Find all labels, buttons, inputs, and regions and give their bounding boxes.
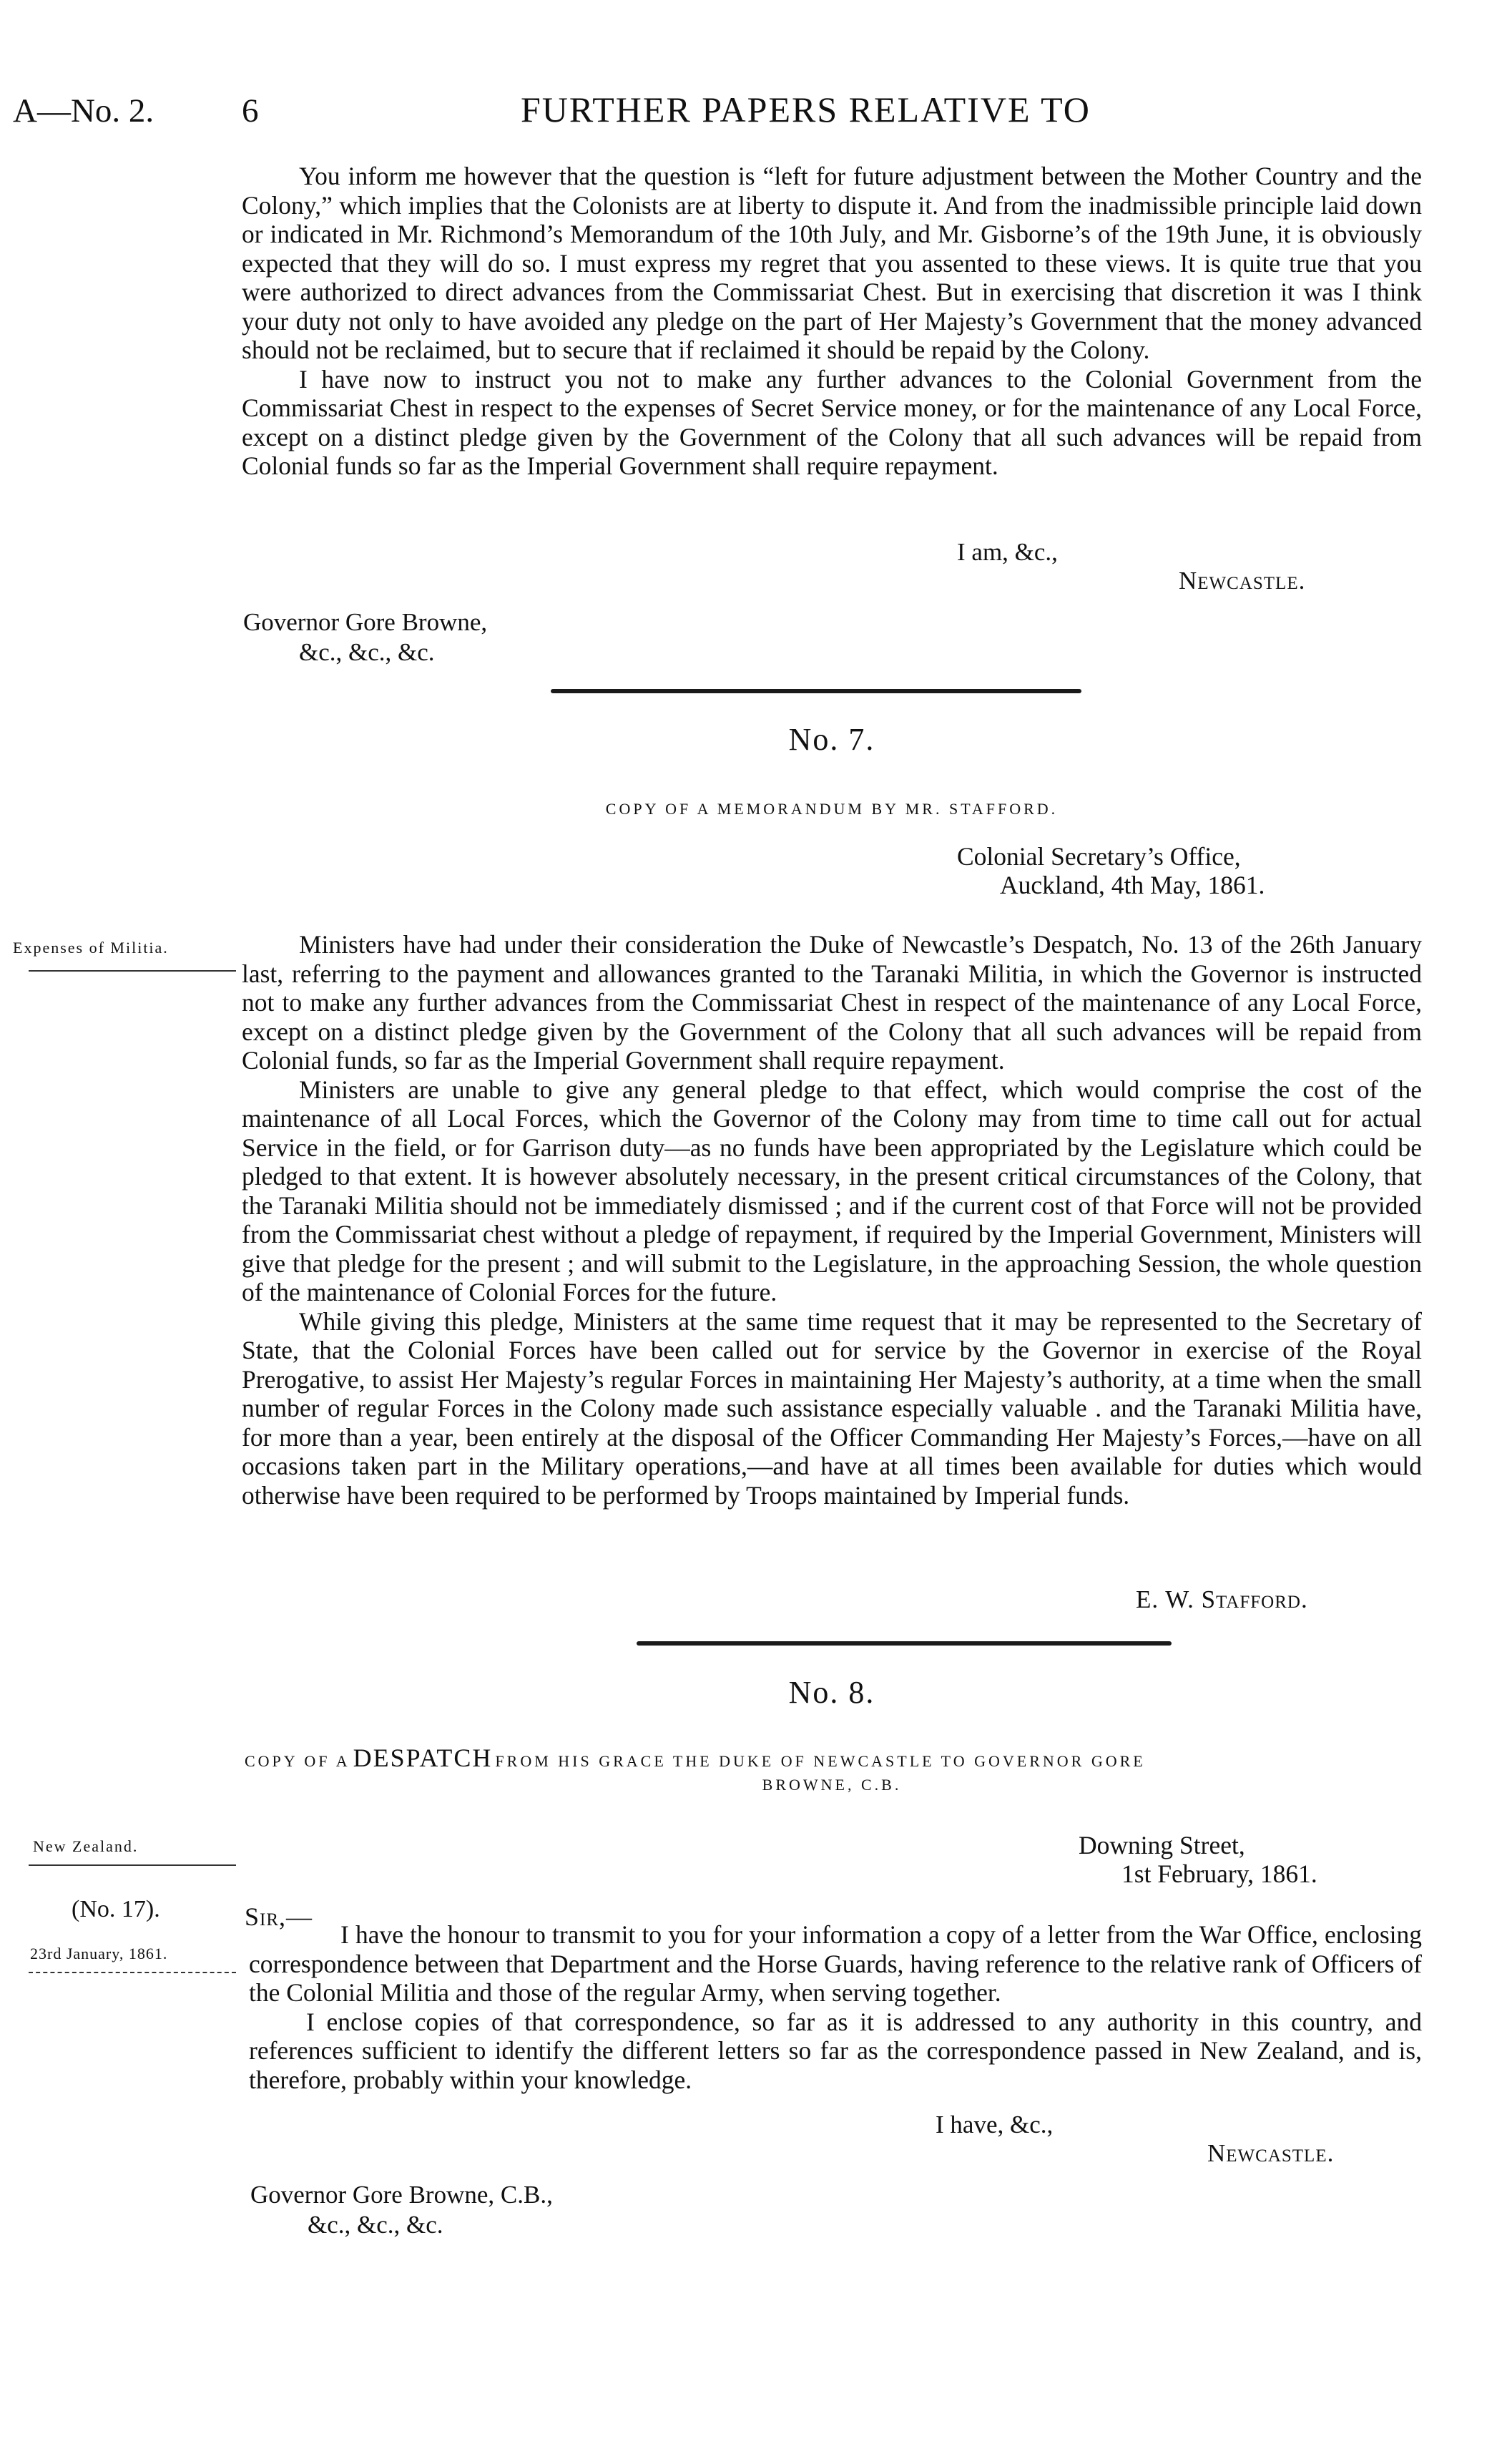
doc6-paragraph: I have now to instruct you not to make any further advances to the Colonial Government from the Commissariat Chest in respect to the expenses of Secret Service money, or for the maintenance of any Local Force, except on a distinct pledge given by the Government of the Colony that all such advances will be repaid from Colonial funds so far as the Imperial Government shall require repayment. bbox=[242, 364, 1422, 480]
doc6-paragraph: You inform me however that the question is “left for future adjustment between the Mother Country and the Colony,” which implies that the Colonists are at liberty to dispute it. And from the inadmissible principle laid down or indicated in Mr. Richmond’s Memorandum of the 10th July, and Mr. Gisborne’s of the 19th June, it is obviously expected that they will do so. I must express my regret that you assented to these views. It is quite true that you were authorized to direct advances from the Commissariat Chest. But in exercising that discretion it was I think your duty not only to have avoided any pledge on the part of Her Majesty’s Government that the money advanced should not be reclaimed, but to secure that if reclaimed it should be repaid by the Colony. bbox=[242, 162, 1422, 364]
doc6-closing: I am, &c., bbox=[957, 538, 1058, 566]
doc7-body bbox=[242, 930, 1422, 1510]
doc6-signature: Newcastle. bbox=[1179, 567, 1306, 595]
doc8-paragraph: I have the honour to transmit to you for your information a copy of a letter from the War Office, enclosing correspondence between that Department and the Horse Guards, having reference to the relative rank of Officers of the Colonial Militia and those of the regular Army, when serving together. bbox=[249, 1920, 1422, 2007]
doc6-addressee-etc: &c., &c., &c. bbox=[299, 638, 435, 666]
doc6-addressee: Governor Gore Browne, bbox=[243, 608, 488, 636]
margin-rule bbox=[29, 970, 236, 972]
doc7-paragraph: Ministers are unable to give any general pledge to that effect, which would comprise the cost of the maintenance of all Local Forces, which the Governor of the Colony may from time to time call out for actual Service in the field, or for Garrison duty—as no funds have been appropriated by the Legislature which could be pledged to that extent. It is however absolutely necessary, in the present critical circumstances of the Colony, that the Taranaki Militia should not be immediately dismissed ; and if the current cost of that Force will not be provided from the Commissariat chest without a pledge of repayment, if required by the Imperial Government, Ministers will give that pledge for the present ; and will submit to the Legislature, in the approaching Session, the whole question of the maintenance of Colonial Forces for the future. bbox=[242, 1075, 1422, 1306]
doc8-signature: Newcastle. bbox=[1207, 2139, 1335, 2167]
doc7-paragraph: Ministers have had under their consideration the Duke of Newcastle’s Despatch, No. 13 of the 26th January last, referring to the payment and allowances granted to the Taranaki Militia, in which the Governor is instructed not to make any further advances from the Commissariat Chest in respect of the maintenance of any Local Force, except on a distinct pledge given by the Government of the Colony that all such advances will be repaid from Colonial funds, so far as the Imperial Government shall require repayment. bbox=[242, 930, 1422, 1075]
doc8-paragraph: I enclose copies of that correspondence, so far as it is addressed to any authority in this country, and references sufficient to identify the different letters so far as the correspondence passed in New Zealand, and is, therefore, probably within your knowledge. bbox=[249, 2007, 1422, 2094]
margin-note-country: New Zealand. bbox=[33, 1837, 139, 1855]
doc8-closing: I have, &c., bbox=[936, 2111, 1054, 2138]
margin-rule bbox=[29, 1864, 236, 1866]
doc8-number: No. 8. bbox=[788, 1675, 875, 1710]
doc6-body bbox=[242, 162, 1422, 481]
doc8-date: 1st February, 1861. bbox=[1121, 1859, 1317, 1888]
page-number: 6 bbox=[242, 92, 259, 129]
section-divider bbox=[551, 689, 1081, 693]
doc7-caption: COPY OF A MEMORANDUM BY MR. STAFFORD. bbox=[605, 800, 1059, 818]
doc7-place: Colonial Secretary’s Office, bbox=[957, 842, 1241, 871]
doc8-body bbox=[249, 1920, 1422, 2094]
doc7-date: Auckland, 4th May, 1861. bbox=[1000, 871, 1265, 899]
doc8-salutation: Sir,— bbox=[245, 1902, 313, 1931]
margin-rule bbox=[29, 1972, 236, 1973]
margin-note-number: (No. 17). bbox=[72, 1896, 160, 1922]
margin-note-militia: Expenses of Militia. bbox=[13, 939, 169, 957]
doc8-place: Downing Street, bbox=[1079, 1831, 1245, 1859]
doc7-number: No. 7. bbox=[788, 722, 875, 757]
margin-note-date: 23rd January, 1861. bbox=[30, 1945, 168, 1962]
doc7-signature: E. W. Stafford. bbox=[1136, 1585, 1308, 1613]
doc8-addressee-etc: &c., &c., &c. bbox=[308, 2211, 443, 2239]
doc8-addressee: Governor Gore Browne, C.B., bbox=[250, 2181, 553, 2209]
doc8-caption-line2: BROWNE, C.B. bbox=[762, 1776, 902, 1794]
page-title: FURTHER PAPERS RELATIVE TO bbox=[521, 89, 1091, 129]
doc8-caption-post: FROM HIS GRACE THE DUKE OF NEWCASTLE TO GOVERNOR GORE bbox=[495, 1752, 1146, 1770]
doc7-paragraph: While giving this pledge, Ministers at the same time request that it may be represented to the Secretary of State, that the Colonial Forces have been called out for service by the Governor in exercise of the Royal Prerogative, to assist Her Majesty’s regular Forces in maintaining Her Majesty’s authority, at a time when the small number of regular Forces in the Colony made such assistance especially valuable . and the Taranaki Militia have, for more than a year, been entirely at the disposal of the Officer Commanding Her Majesty’s Forces,—have on all occasions taken part in the Military operations,—and have at all times been available for duties which would otherwise have been required to be performed by Troops maintained by Imperial funds. bbox=[242, 1306, 1422, 1510]
doc8-caption bbox=[245, 1743, 1425, 1773]
doc8-caption-pre: COPY OF A bbox=[245, 1752, 350, 1770]
section-divider bbox=[637, 1641, 1172, 1646]
series-label: A—No. 2. bbox=[13, 92, 154, 129]
doc8-caption-despatch: DESPATCH bbox=[353, 1744, 493, 1772]
